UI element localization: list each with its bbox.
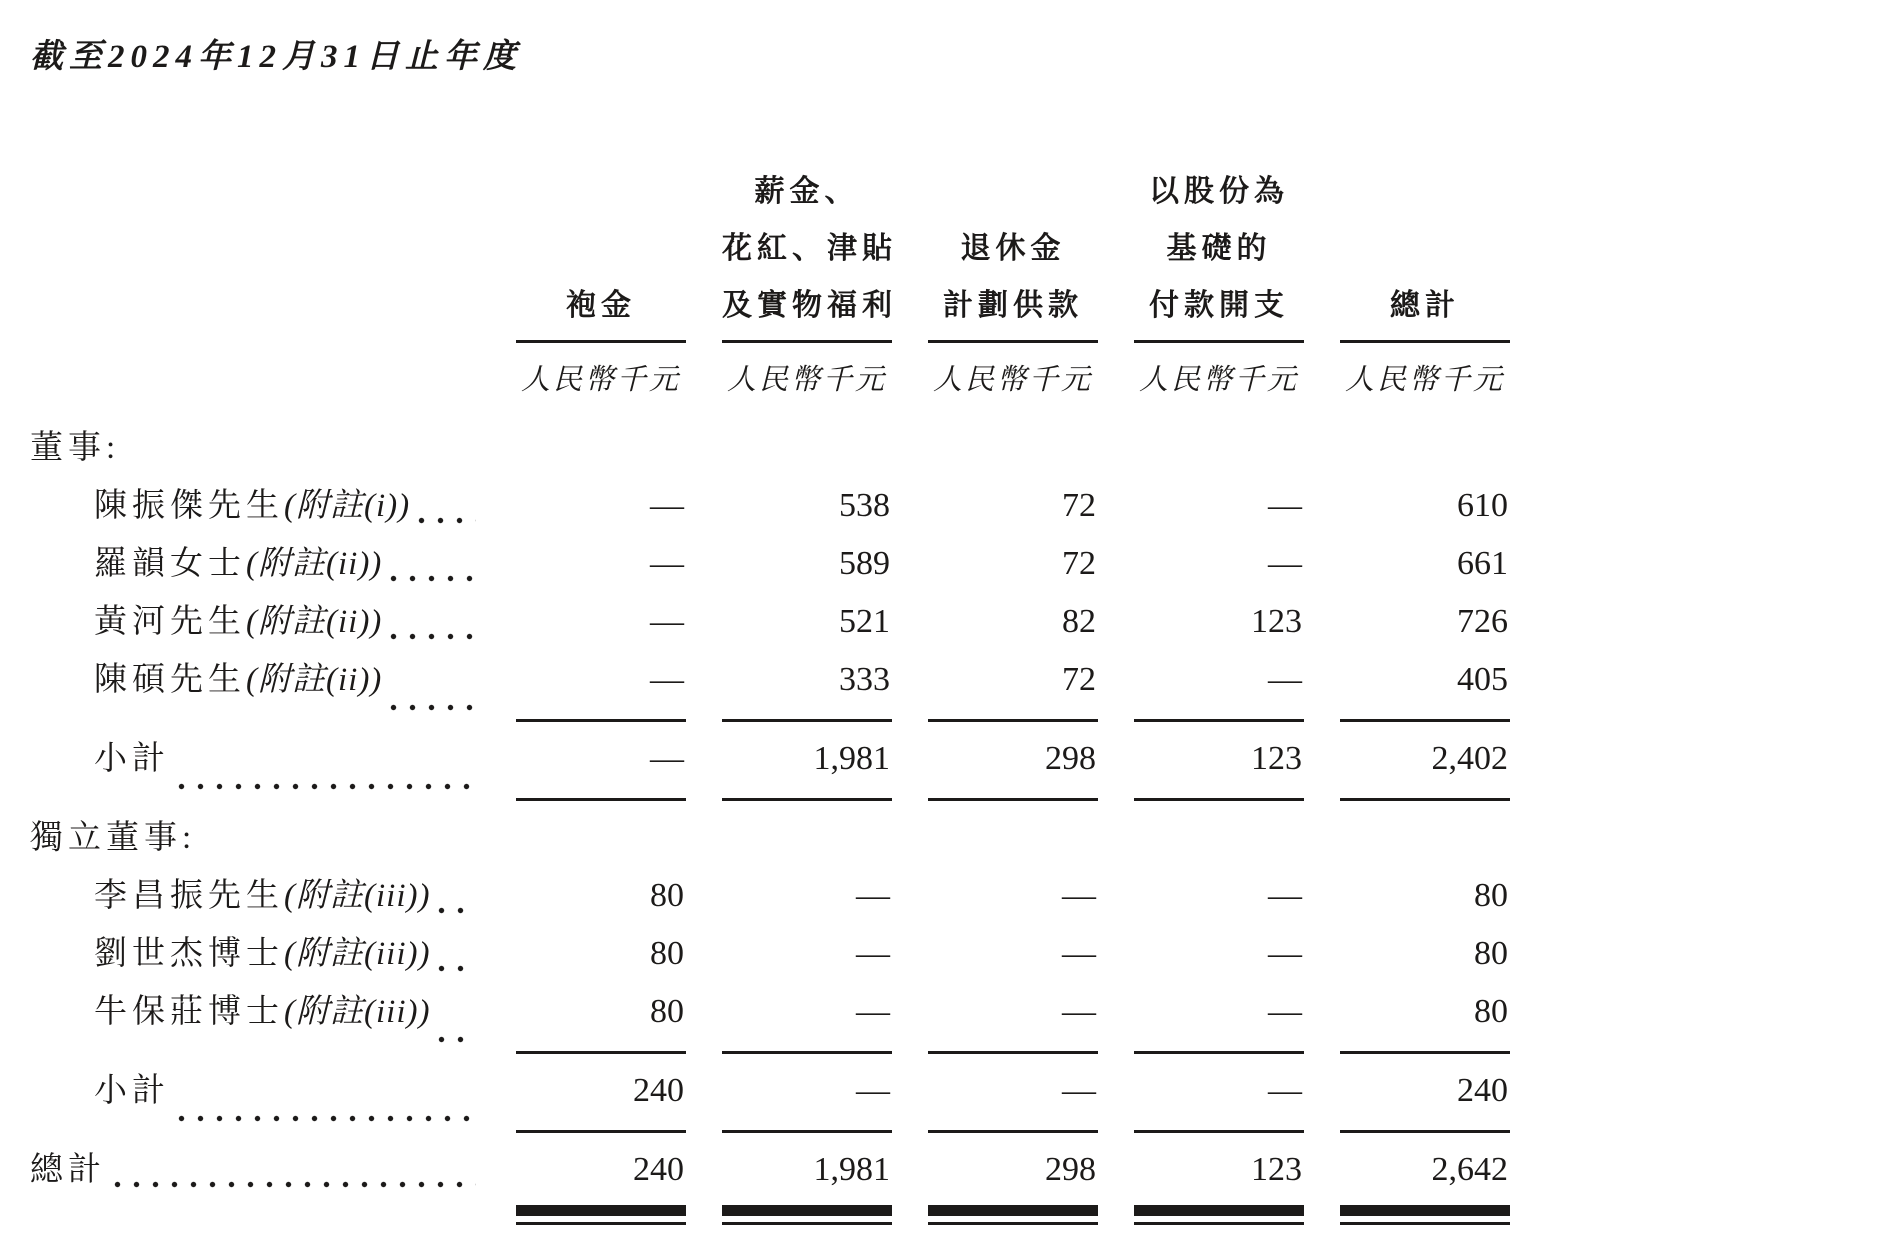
value-sharebased: 123 [1134, 730, 1304, 801]
value-salaries: — [722, 1062, 892, 1133]
table-row [30, 925, 1510, 983]
dot-leader [438, 1036, 476, 1043]
header-spacer [30, 163, 480, 343]
dot-leader [178, 1115, 476, 1122]
section-label: 獨立董事: [30, 820, 197, 856]
unit-spacer [30, 343, 480, 417]
value-salaries: 589 [839, 545, 890, 582]
dot-leader [438, 907, 476, 914]
double-rule [516, 1205, 686, 1225]
header-line: 以股份為 [1149, 175, 1289, 208]
row-label [30, 983, 480, 1054]
value-salaries: — [722, 983, 892, 1054]
note-ref: (附註(iii)) [284, 936, 431, 972]
value-fees: — [516, 730, 686, 801]
table-row [30, 593, 1510, 651]
dot-leader [178, 783, 476, 790]
total-double-rule-row [30, 1199, 1510, 1225]
unit-label: 人民幣千元 [932, 364, 1093, 396]
value-fees: — [650, 603, 684, 640]
director-name: 陳振傑先生 [94, 488, 284, 524]
director-name: 劉世杰博士 [94, 936, 284, 972]
value-retirement: 298 [928, 730, 1098, 801]
table-row [30, 651, 1510, 722]
value-retirement: 82 [1062, 603, 1096, 640]
value-fees: 80 [650, 935, 684, 972]
double-rule [722, 1205, 892, 1225]
row-label [30, 593, 480, 651]
value-retirement: — [1062, 935, 1096, 972]
row-label [30, 925, 480, 983]
note-ref: (附註(ii)) [246, 546, 383, 582]
page-title: 截至2024年12月31日止年度 [30, 39, 522, 75]
note-ref: (附註(ii)) [246, 662, 383, 698]
table-row [30, 535, 1510, 593]
unit-label: 人民幣千元 [1138, 364, 1299, 396]
value-fees: 240 [633, 1151, 684, 1188]
value-total: 405 [1340, 651, 1510, 722]
director-name: 李昌振先生 [94, 878, 284, 914]
header-line: 花紅、津貼 [722, 232, 897, 265]
header-line: 計劃供款 [943, 289, 1083, 322]
row-label [30, 651, 480, 722]
value-sharebased: 123 [1251, 603, 1302, 640]
header-line: 及實物福利 [722, 289, 897, 322]
value-sharebased: — [1134, 651, 1304, 722]
value-fees: 80 [650, 877, 684, 914]
dot-leader [114, 1181, 476, 1188]
value-salaries: — [856, 935, 890, 972]
dot-leader [438, 965, 476, 972]
row-label [30, 1062, 480, 1133]
subtotal-label: 小計 [94, 741, 170, 777]
row-label [30, 477, 480, 535]
value-total: 661 [1457, 545, 1508, 582]
row-label [30, 867, 480, 925]
value-total: 2,642 [1431, 1151, 1508, 1188]
value-salaries: 1,981 [722, 730, 892, 801]
value-fees: — [650, 545, 684, 582]
subtotal-row-directors [30, 730, 1510, 801]
header-line: 薪金、 [754, 175, 860, 208]
table-row [30, 477, 1510, 535]
value-total: 610 [1457, 487, 1508, 524]
unit-label: 人民幣千元 [1344, 364, 1505, 396]
note-ref: (附註(ii)) [246, 604, 383, 640]
value-sharebased: — [1134, 1062, 1304, 1133]
value-total: 80 [1474, 877, 1508, 914]
value-salaries: 538 [839, 487, 890, 524]
dot-leader [390, 575, 476, 582]
double-rule [1340, 1205, 1510, 1225]
value-salaries: 333 [722, 651, 892, 722]
section-row-directors [30, 419, 1510, 477]
row-label [30, 535, 480, 593]
value-retirement: 298 [1045, 1151, 1096, 1188]
value-sharebased: — [1268, 545, 1302, 582]
value-total: 726 [1457, 603, 1508, 640]
unit-row [30, 343, 1510, 417]
header-line: 退休金 [960, 232, 1066, 265]
double-rule [1134, 1205, 1304, 1225]
subtotal-label: 小計 [94, 1073, 170, 1109]
dot-leader [390, 633, 476, 640]
row-label [30, 1141, 480, 1199]
value-retirement: 72 [1062, 545, 1096, 582]
value-total: 240 [1340, 1062, 1510, 1133]
dot-leader [390, 704, 476, 711]
unit-label: 人民幣千元 [520, 364, 681, 396]
header-line: 基礎的 [1166, 232, 1272, 265]
column-header-total [1340, 163, 1510, 343]
section-label: 董事: [30, 430, 121, 466]
section-row-independent-directors [30, 809, 1510, 867]
subtotal-row-independent-directors [30, 1062, 1510, 1133]
value-salaries: — [856, 877, 890, 914]
value-total: 80 [1340, 983, 1510, 1054]
value-sharebased: — [1268, 935, 1302, 972]
value-fees: 80 [516, 983, 686, 1054]
table-row [30, 983, 1510, 1054]
value-fees: 240 [516, 1062, 686, 1133]
column-header-salaries [722, 163, 897, 343]
director-name: 羅韻女士 [94, 546, 246, 582]
value-salaries: 1,981 [813, 1151, 890, 1188]
value-retirement: — [928, 983, 1098, 1054]
table-row [30, 867, 1510, 925]
value-retirement: 72 [928, 651, 1098, 722]
note-ref: (附註(iii)) [284, 994, 431, 1030]
dot-leader [418, 517, 476, 524]
header-line: 付款開支 [1149, 289, 1289, 322]
value-salaries: 521 [839, 603, 890, 640]
value-sharebased: 123 [1251, 1151, 1302, 1188]
value-total: 80 [1474, 935, 1508, 972]
double-rule [928, 1205, 1098, 1225]
note-ref: (附註(iii)) [284, 878, 431, 914]
director-name: 牛保莊博士 [94, 994, 284, 1030]
total-label: 總計 [30, 1152, 106, 1188]
unit-label: 人民幣千元 [726, 364, 887, 396]
value-fees: — [650, 487, 684, 524]
remuneration-table [30, 163, 1510, 1225]
value-sharebased: — [1134, 983, 1304, 1054]
total-row [30, 1141, 1510, 1199]
column-header-retirement [928, 163, 1098, 343]
row-label [30, 730, 480, 801]
header-line: 袍金 [566, 289, 636, 322]
value-retirement: — [928, 1062, 1098, 1133]
value-sharebased: — [1268, 877, 1302, 914]
value-total: 2,402 [1340, 730, 1510, 801]
value-fees: — [516, 651, 686, 722]
column-header-sharebased [1134, 163, 1304, 343]
table-header-row [30, 163, 1510, 343]
director-name: 黃河先生 [94, 604, 246, 640]
note-ref: (附註(i)) [284, 488, 411, 524]
value-retirement: — [1062, 877, 1096, 914]
header-line: 總計 [1390, 289, 1460, 322]
value-sharebased: — [1268, 487, 1302, 524]
director-name: 陳碩先生 [94, 662, 246, 698]
value-retirement: 72 [1062, 487, 1096, 524]
column-header-fees [516, 163, 686, 343]
